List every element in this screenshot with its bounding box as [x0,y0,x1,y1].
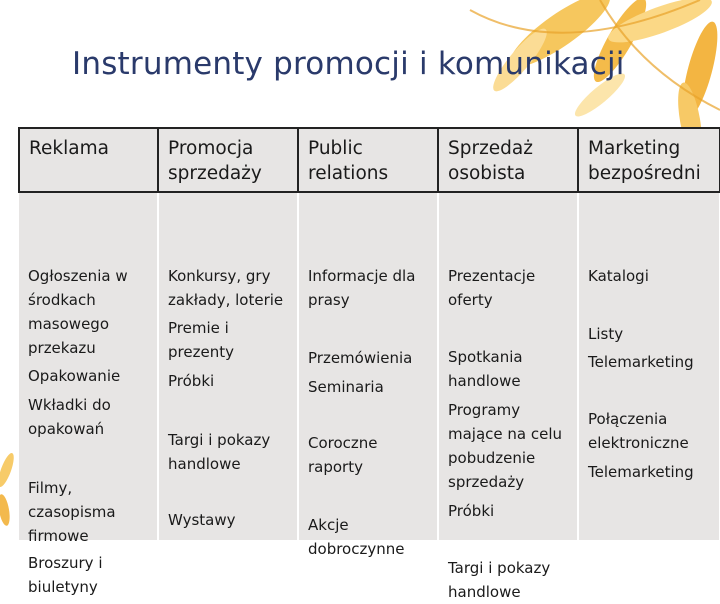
list-item: Opakowanie [28,367,121,385]
list-item: Katalogi [588,267,649,285]
list-item: Targi i pokazy handlowe [448,559,551,601]
list-item: Listy [588,325,624,343]
list-item: Premie i prezenty [168,319,234,361]
list-item: Programy mające na celu pobudzenie sprzedaży [448,401,563,491]
column-public-relations [298,193,438,558]
column-marketing-bezposredni [578,193,720,540]
list-item: Broszury i biuletyny [28,554,103,596]
header-reklama: Reklama [18,127,158,193]
list-item: Filmy, czasopisma firmowe [28,479,116,545]
column-reklama [18,193,158,596]
list-item: Przemówienia [308,349,413,367]
header-sprzedaz-osobista: Sprzedaż osobista [438,127,578,193]
list-item: Informacje dla prasy [308,267,416,309]
list-item: Coroczne raporty [308,434,378,476]
header-marketing-bezposredni: Marketing bezpośredni [578,127,720,193]
list-item: Akcje dobroczynne [308,516,405,558]
list-item: Próbki [168,372,215,390]
list-item: Wkładki do opakowań [28,396,111,438]
list-item: Seminaria [308,378,384,396]
list-item: Prezentacje oferty [448,267,536,309]
column-sprzedaz-osobista [438,193,578,601]
list-item: Próbki [448,502,495,520]
header-promocja-sprzedazy: Promocja sprzedaży [158,127,298,193]
list-item: Konkursy, gry zakłady, loterie [168,267,284,309]
slide-title: Instrumenty promocji i komunikacji [72,46,625,82]
column-promocja-sprzedazy [158,193,298,540]
list-item: Targi i pokazy handlowe [168,431,271,473]
promotion-instruments-table [18,127,720,601]
list-item: Połączenia elektroniczne [588,410,689,452]
list-item: Spotkania handlowe [448,348,523,390]
list-item: Ogłoszenia w środkach masowego przekazu [28,267,128,357]
list-item: Wystawy [168,511,236,529]
list-item: Telemarketing [588,353,694,371]
header-public-relations: Public relations [298,127,438,193]
list-item: Telemarketing [588,463,694,481]
